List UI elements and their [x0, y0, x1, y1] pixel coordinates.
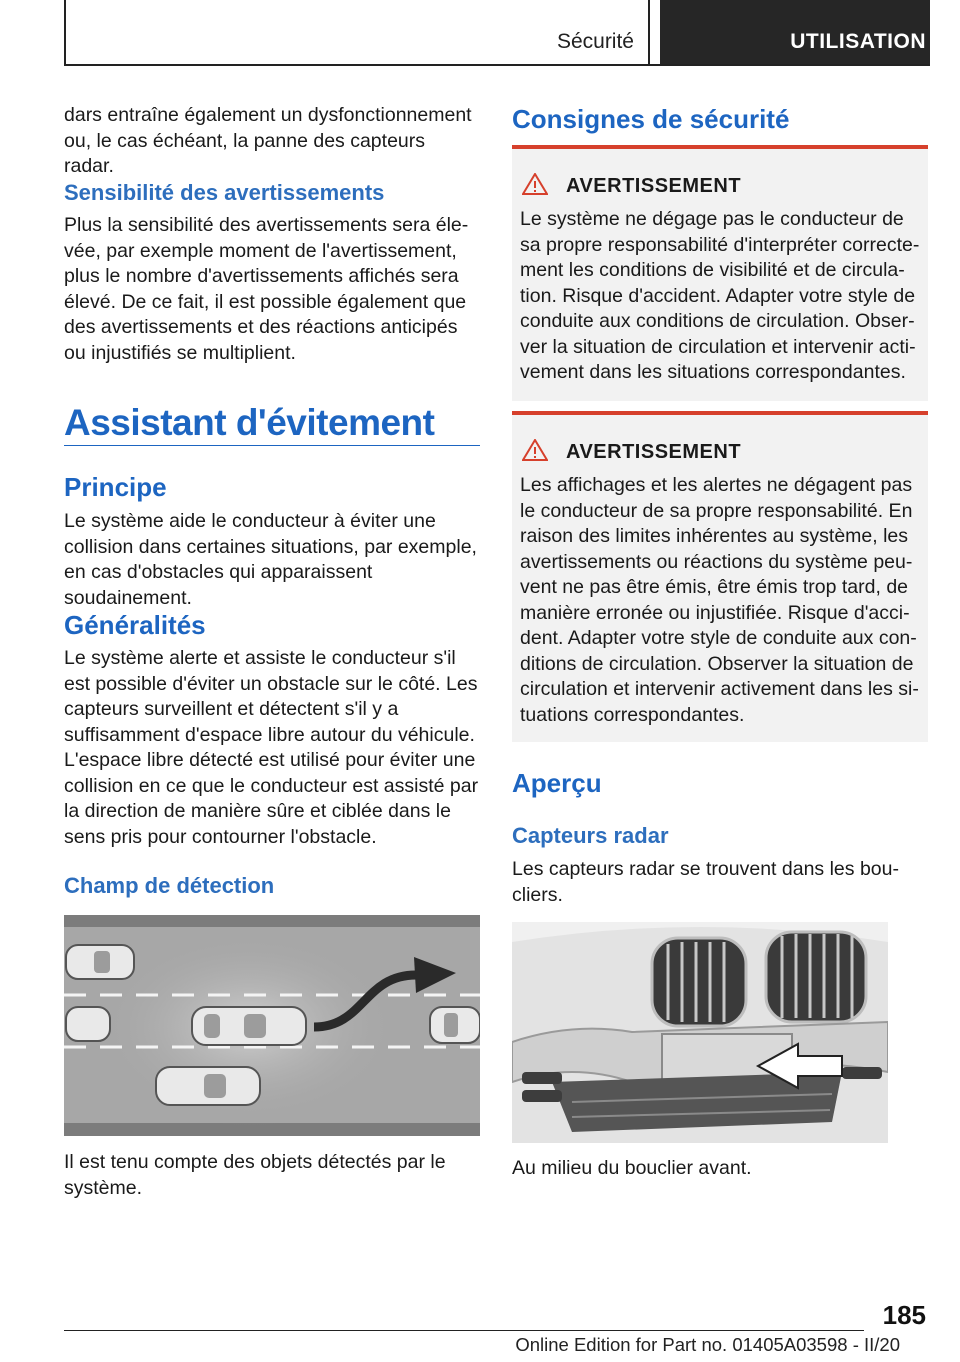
- radar-caption: Au milieu du bouclier avant.: [512, 1157, 752, 1179]
- warning-1-header: [522, 173, 741, 200]
- warning-2-title: AVERTISSEMENT: [566, 441, 742, 463]
- warning-box-1: [512, 145, 928, 401]
- footer-rule: [64, 1330, 864, 1331]
- sensitivity-paragraph: Plus la sensibilité des avertissements sera élevée, par exemple moment de l'avertissement, plus le nombre d'avertissements affichés sera élevé. De ce fait, il est possible également que des avertissements et des réactions anticipés ou injustifiés se multiplient.: [64, 214, 469, 364]
- footer-edition: Online Edition for Part no. 01405A03598 - II/20: [515, 1334, 900, 1355]
- header-section-label: Sécurité: [556, 30, 634, 53]
- intro-paragraph: dars entraîne également un dysfonctionnement ou, le cas échéant, la panne des capteurs radar.: [64, 104, 472, 177]
- header-section-tab: [64, 0, 650, 64]
- front-bumper-illustration: [512, 922, 888, 1143]
- warning-2-header: [522, 439, 741, 466]
- detection-heading: Champ de détection: [64, 873, 275, 898]
- detection-field-illustration: [64, 915, 480, 1136]
- warning-box-2: [512, 411, 928, 742]
- radar-heading: Capteurs radar: [512, 823, 669, 848]
- general-paragraph: Le système alerte et assiste le conducteur s'il est possible d'éviter un obstacle sur le côté. Les capteurs surveillent et détectent s'il y a suffisamment d'espace libre autour du véhicule. L'espace libre détecté est utilisé pour éviter une collision en ce que le conducteur est assisté par la direction de manière sûre et ciblée dans le sens pris pour contourner l'obstacle.: [64, 647, 479, 848]
- radar-paragraph: Les capteurs radar se trouvent dans les boucliers.: [512, 858, 899, 906]
- principle-heading: Principe: [64, 472, 167, 502]
- safety-heading: Consignes de sécurité: [512, 104, 790, 134]
- main-heading-rule: [64, 445, 480, 446]
- warning-2-text: Les affichages et les alertes ne dégagent pas le conducteur de sa propre responsabilité. En raison des limites inhérentes au système, les avertissements ou réactions du système peuvent ne pas être émis, être émis trop tard, de manière erronée ou injustifiée. Risque d'accident. Adapter votre style de conduite aux conditions de circulation. Observer la situation de circulation et intervenir activement dans les situations correspondantes.: [520, 474, 919, 726]
- warning-triangle-icon: [522, 173, 548, 200]
- warning-1-text: Le système ne dégage pas le conducteur de sa propre responsabilité d'interpréter correctement les conditions de visibilité et de circulation. Risque d'accident. Adapter votre style de conduite aux conditions de circulation. Observer la situation de circulation et intervenir activement dans les situations correspondantes.: [520, 208, 920, 383]
- overview-heading: Aperçu: [512, 768, 602, 798]
- detection-caption: Il est tenu compte des objets détectés par le système.: [64, 1151, 446, 1199]
- header-rule: [64, 64, 930, 66]
- general-heading: Généralités: [64, 610, 206, 640]
- warning-triangle-icon: [522, 439, 548, 466]
- sensitivity-heading: Sensibilité des avertissements: [64, 180, 385, 205]
- header-chapter-label: UTILISATION: [790, 30, 926, 53]
- header-chapter-tab: [660, 0, 930, 66]
- page-number: 185: [882, 1300, 926, 1330]
- principle-paragraph: Le système aide le conducteur à éviter une collision dans certaines situations, par exemple, en cas d'obstacles qui apparaissent soudainement.: [64, 510, 477, 609]
- warning-1-title: AVERTISSEMENT: [566, 175, 742, 197]
- main-heading: Assistant d'évitement: [64, 402, 435, 443]
